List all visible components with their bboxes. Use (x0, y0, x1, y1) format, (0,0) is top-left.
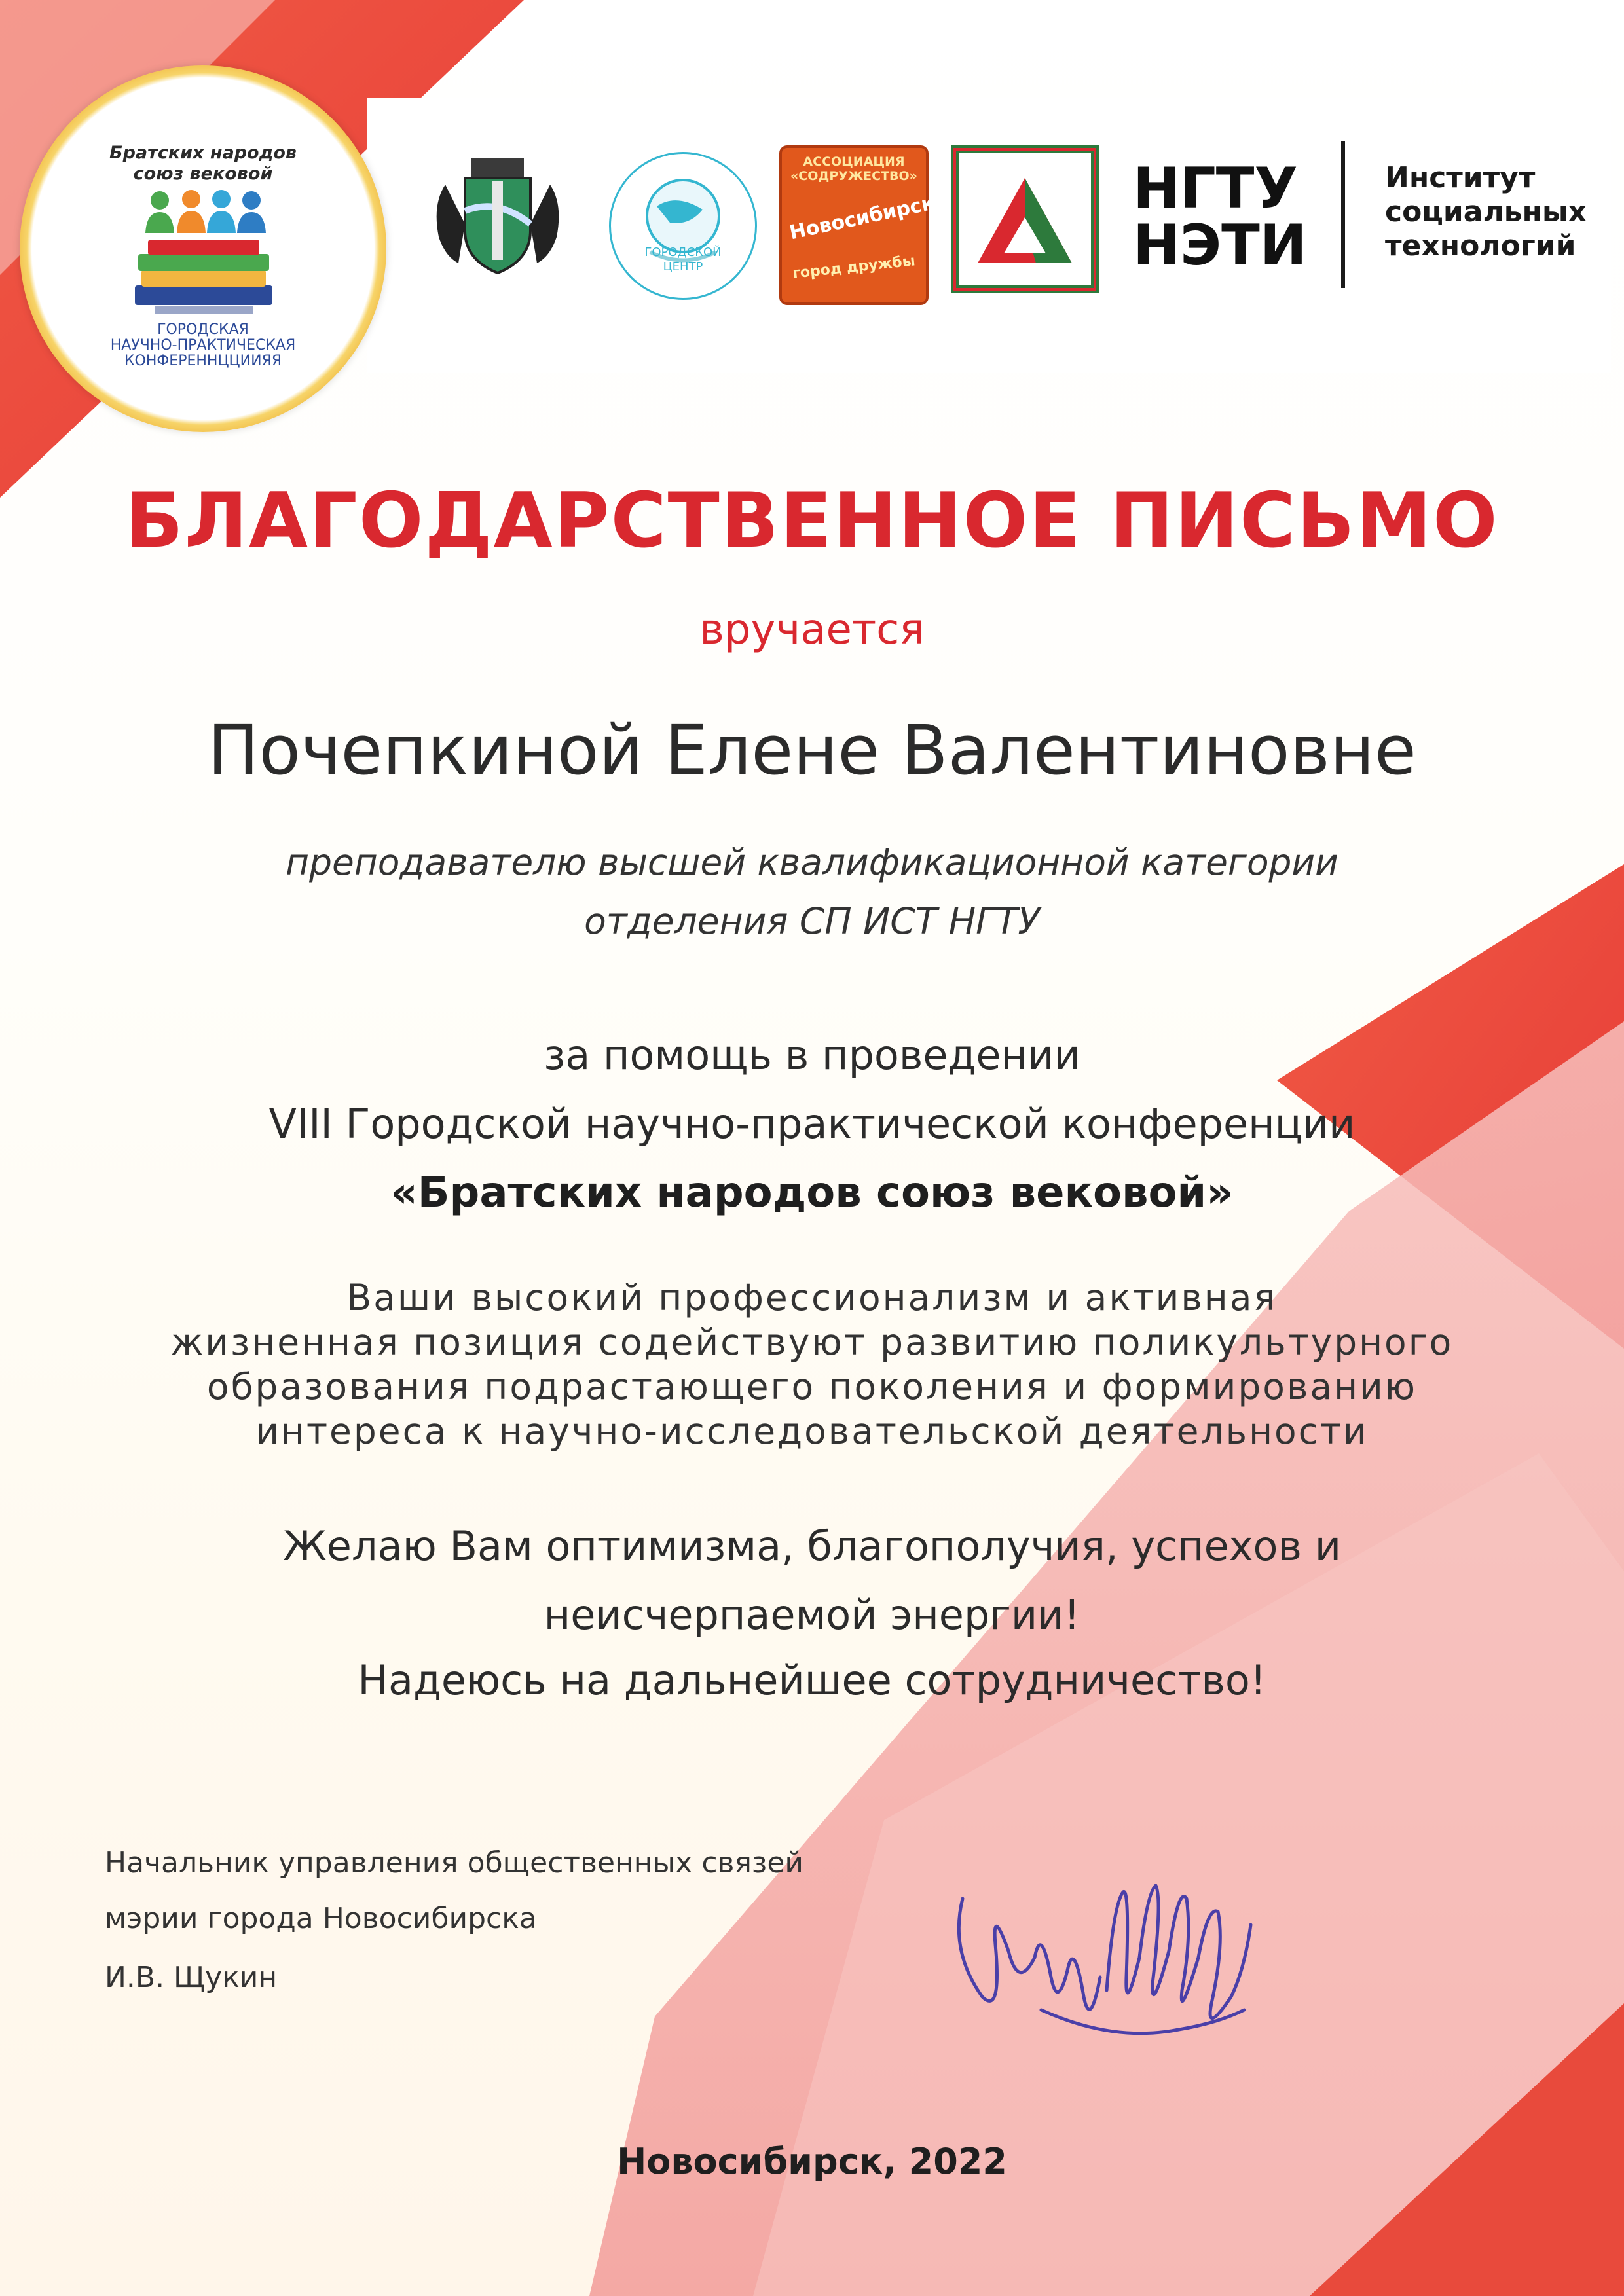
reason-line1: за помощь в проведении (544, 1031, 1080, 1079)
reason-line2: VIII Городской научно-практической конференции (268, 1100, 1356, 1148)
city-center-logo (609, 152, 757, 300)
conference-badge-logo (20, 65, 386, 432)
appeal-line2: жизненная позиция содействуют развитию поликультурного (170, 1321, 1454, 1363)
badge-subtitle: ГОРОДСКАЯ НАУЧНО-ПРАКТИЧЕСКАЯ КОНФЕРЕННЦЦИИЯЯ (110, 321, 296, 369)
handwritten-signature (943, 1846, 1283, 2062)
appeal-line1: Ваши высокий профессионализм и активная (346, 1277, 1278, 1319)
books-icon (128, 233, 279, 318)
wish-line1: Желаю Вам оптимизма, благополучия, успехов и (283, 1522, 1341, 1570)
logo-divider (1341, 141, 1345, 288)
badge-title: Братских народов союз вековой (109, 143, 297, 184)
signatory-position-line1: Начальник управления общественных связей (105, 1846, 803, 1880)
signatory-position-line2: мэрии города Новосибирска (105, 1902, 537, 1935)
city-center-logo-text: ГОРОДСКОЙ ЦЕНТР (644, 246, 722, 274)
ngtu-logo-text-line2: НЭТИ (1133, 213, 1307, 278)
conference-name: «Братских народов союз вековой» (390, 1169, 1234, 1217)
appeal-line3: образования подрастающего поколения и формированию (206, 1366, 1418, 1408)
institute-name: Институт социальных технологий (1385, 161, 1587, 263)
wish-line3: Надеюсь на дальнейшее сотрудничество! (358, 1656, 1266, 1704)
city-and-year: Новосибирск, 2022 (617, 2141, 1007, 2182)
association-sodruzhestvo-logo: АССОЦИАЦИЯ «СОДРУЖЕСТВО» Новосибирск город дружбы (779, 145, 929, 305)
globe-icon (611, 154, 755, 298)
ngtu-logo-text-line1: НГТУ (1133, 156, 1298, 221)
recipient-position-line2: отделения СП ИСТ НГТУ (584, 900, 1040, 942)
letter-subtitle: вручается (699, 606, 925, 654)
recipient-position-line1: преподавателю высшей квалификационной категории (286, 841, 1338, 883)
recipient-name: Почепкиной Елене Валентиновне (208, 710, 1416, 790)
ngtu-triangle-logo-icon (951, 145, 1099, 293)
people-icon (140, 187, 271, 240)
signatory-name: И.В. Щукин (105, 1961, 278, 1994)
appeal-line4: интереса к научно-исследовательской деятельности (255, 1410, 1369, 1452)
wish-line2: неисчерпаемой энергии! (544, 1591, 1080, 1639)
novosibirsk-coat-of-arms-icon (419, 145, 576, 283)
letter-title: БЛАГОДАРСТВЕННОЕ ПИСЬМО (125, 477, 1499, 565)
